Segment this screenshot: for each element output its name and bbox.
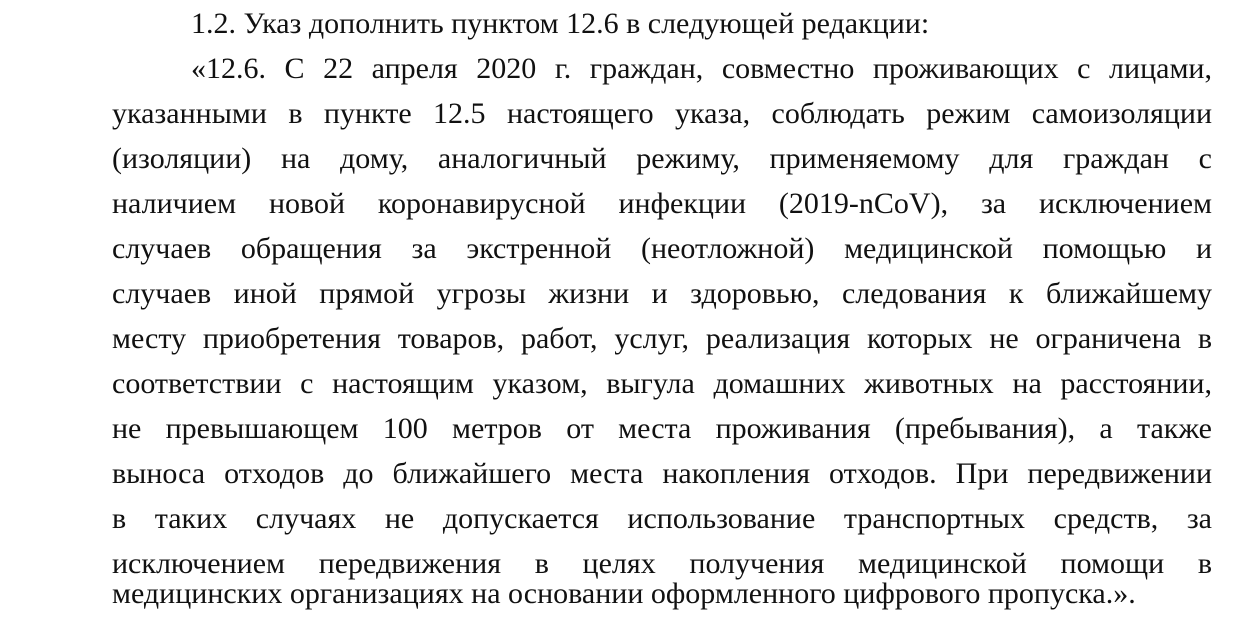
- paragraph-line-4: наличием новой коронавирусной инфекции (2019-nCoV), за исключением: [112, 187, 1212, 220]
- paragraph-line-6: случаев иной прямой угрозы жизни и здоровью, следования к ближайшему: [112, 277, 1212, 310]
- paragraph-line-8: соответствии с настоящим указом, выгула домашних животных на расстоянии,: [112, 367, 1212, 400]
- paragraph-line-7: месту приобретения товаров, работ, услуг, реализация которых не ограничена в: [112, 322, 1212, 355]
- paragraph-line-5: случаев обращения за экстренной (неотложной) медицинской помощью и: [112, 232, 1212, 265]
- paragraph-line-1: «12.6. С 22 апреля 2020 г. граждан, совместно проживающих с лицами,: [191, 52, 1212, 85]
- paragraph-line-12: исключением передвижения в целях получения медицинской помощи в: [112, 547, 1212, 580]
- amendment-heading: 1.2. Указ дополнить пунктом 12.6 в следующей редакции:: [191, 7, 930, 40]
- paragraph-line-13: медицинских организациях на основании оформленного цифрового пропуска.».: [112, 577, 1136, 610]
- paragraph-line-10: выноса отходов до ближайшего места накопления отходов. При передвижении: [112, 457, 1212, 490]
- paragraph-line-11: в таких случаях не допускается использование транспортных средств, за: [112, 502, 1212, 535]
- paragraph-line-3: (изоляции) на дому, аналогичный режиму, применяемому для граждан с: [112, 142, 1212, 175]
- paragraph-line-2: указанными в пункте 12.5 настоящего указа, соблюдать режим самоизоляции: [112, 97, 1212, 130]
- paragraph-line-9: не превышающем 100 метров от места проживания (пребывания), а также: [112, 412, 1212, 445]
